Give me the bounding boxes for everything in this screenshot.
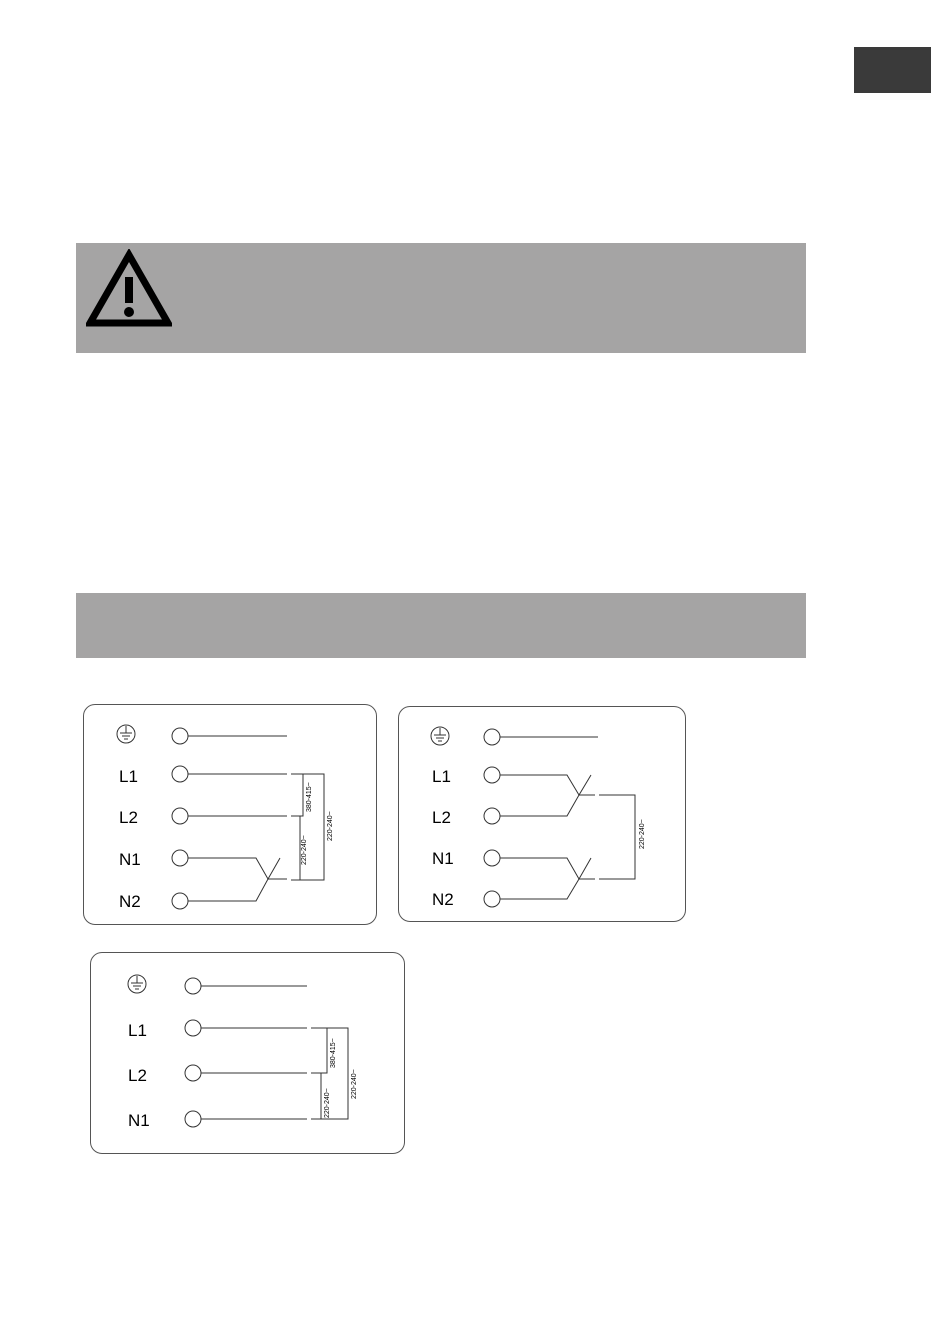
terminal-n1	[484, 850, 500, 866]
terminal-label-n1: N1	[432, 849, 454, 868]
wiring-diagram-3	[90, 952, 405, 1154]
voltage-label-l2-n: 220-240~	[324, 1088, 331, 1118]
terminal-label-l1: L1	[119, 767, 138, 786]
terminal-l2	[484, 808, 500, 824]
wiring-diagram-1	[83, 704, 377, 925]
terminal-label-l2: L2	[128, 1066, 147, 1085]
terminal-earth	[185, 978, 201, 994]
terminal-label-l1: L1	[432, 767, 451, 786]
terminal-label-n2: N2	[432, 890, 454, 909]
terminal-n2	[172, 893, 188, 909]
voltage-label-l1-l2: 380-415~	[330, 1038, 337, 1068]
earth-icon	[117, 725, 135, 743]
terminal-l2	[172, 808, 188, 824]
warning-triangle-icon	[86, 249, 172, 329]
wiring-diagram-2	[398, 706, 686, 922]
earth-icon	[431, 727, 449, 745]
earth-icon	[128, 975, 146, 993]
terminal-label-n1: N1	[119, 850, 141, 869]
terminal-n1	[185, 1111, 201, 1127]
terminal-label-l1: L1	[128, 1021, 147, 1040]
voltage-label-l1-n: 220-240~	[351, 1069, 358, 1099]
terminal-earth	[172, 728, 188, 744]
terminal-label-l2: L2	[432, 808, 451, 827]
warning-banner	[76, 243, 806, 353]
terminal-l1	[185, 1020, 201, 1036]
terminal-earth	[484, 729, 500, 745]
terminal-l1	[172, 766, 188, 782]
language-tab	[854, 47, 931, 93]
voltage-label-l1-n: 220-240~	[327, 811, 334, 841]
terminal-label-n1: N1	[128, 1111, 150, 1130]
voltage-label-l2-n: 220-240~	[301, 835, 308, 865]
voltage-label-l1-l2: 380-415~	[306, 782, 313, 812]
terminal-n2	[484, 891, 500, 907]
voltage-label-main: 220-240~	[639, 819, 646, 849]
terminal-label-l2: L2	[119, 808, 138, 827]
terminal-l2	[185, 1065, 201, 1081]
terminal-label-n2: N2	[119, 892, 141, 911]
terminal-n1	[172, 850, 188, 866]
terminal-l1	[484, 767, 500, 783]
section-banner	[76, 593, 806, 658]
